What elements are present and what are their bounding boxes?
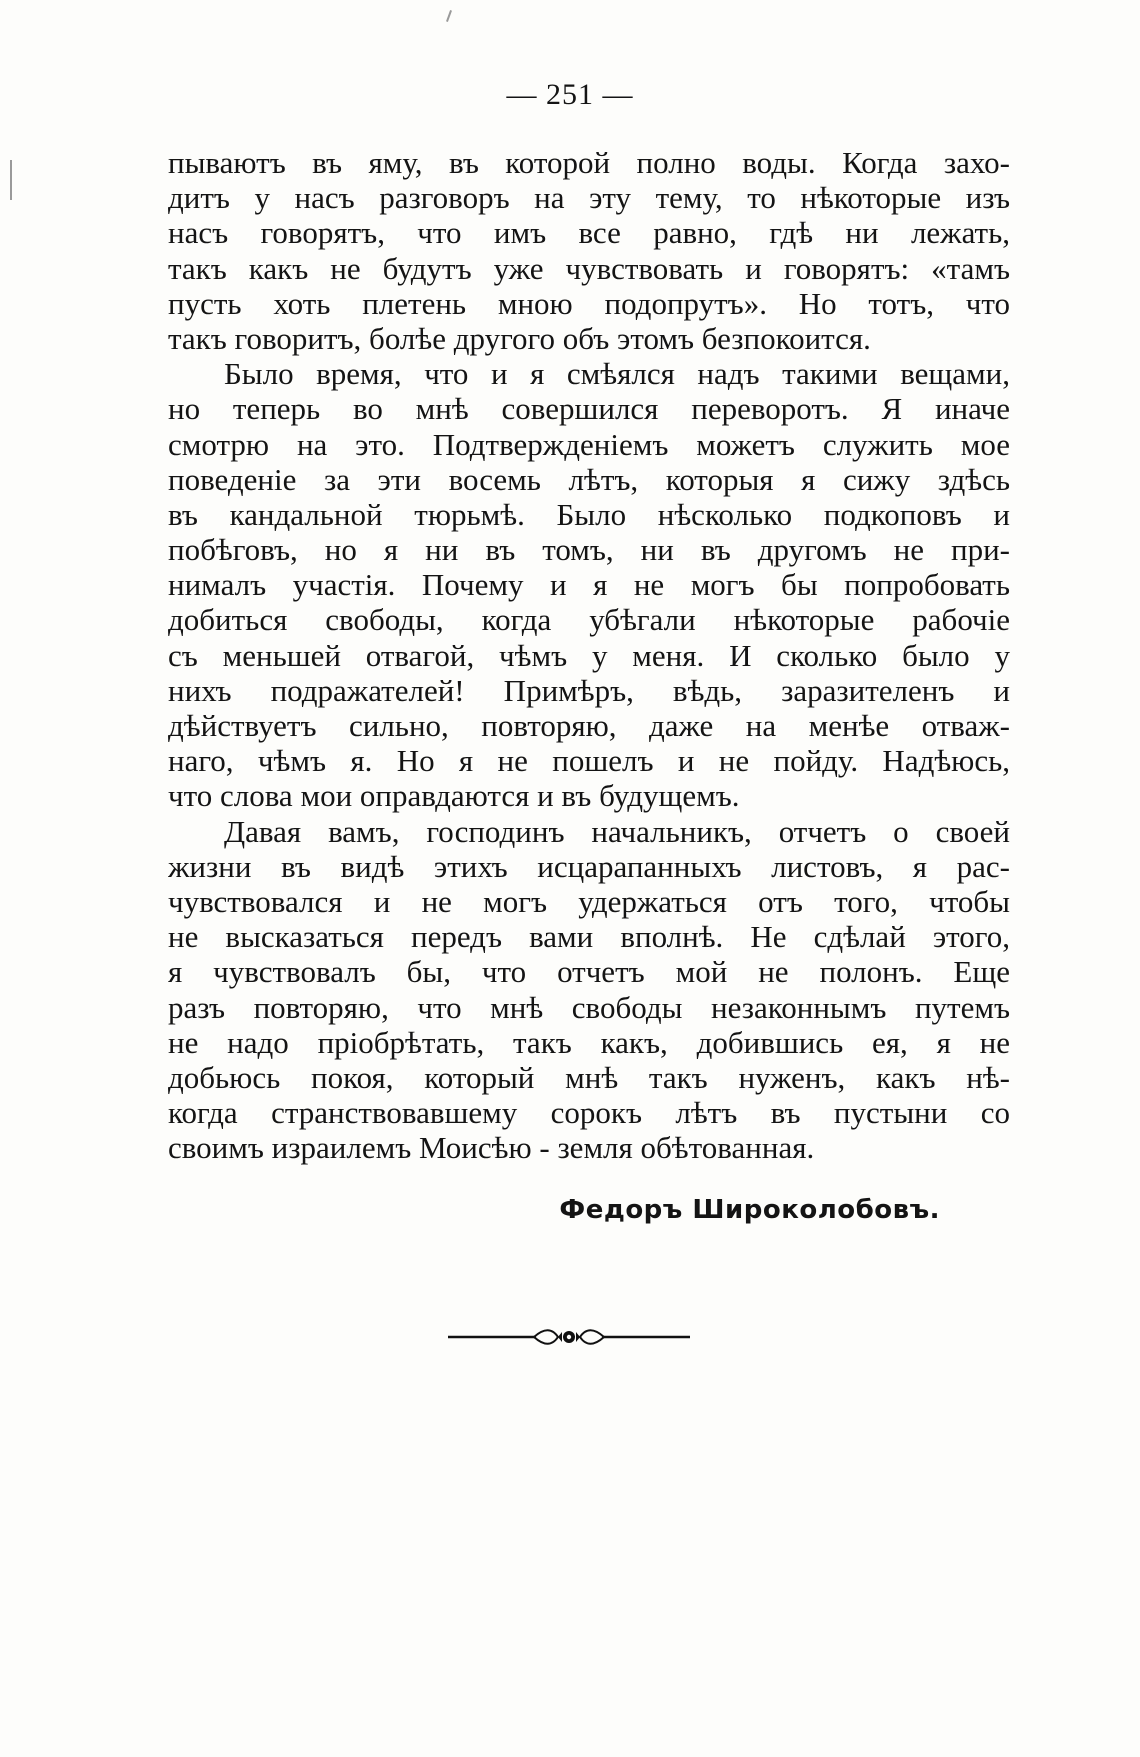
text-line: Было время, что и я смѣялся надъ такими вещами,	[224, 356, 1010, 392]
text-line: добьюсь покоя, который мнѣ такъ нуженъ, какъ нѣ-	[168, 1059, 1010, 1095]
text-line: пусть хоть плетень мною подопрутъ». Но тотъ, что	[168, 285, 1010, 321]
text-line: такъ говоритъ, болѣе другого объ этомъ безпокоится.	[168, 320, 871, 356]
text-line: разъ повторяю, что мнѣ свободы незаконнымъ путемъ	[168, 989, 1010, 1025]
text-line: что слова мои оправдаются и въ будущемъ.	[168, 778, 740, 814]
paragraph-2	[168, 356, 1010, 813]
text-line: насъ говорятъ, что имъ все равно, гдѣ ни лежать,	[168, 215, 1010, 251]
text-line: Давая вамъ, господинъ начальникъ, отчетъ о своей	[224, 813, 1010, 849]
text-line: поведеніе за эти восемь лѣтъ, которыя я сижу здѣсь	[168, 461, 1010, 497]
text-line: добиться свободы, когда убѣгали нѣкоторые рабочіе	[168, 602, 1010, 638]
scan-mark	[10, 160, 12, 200]
text-line: побѣговъ, но я ни въ томъ, ни въ другомъ не при-	[168, 532, 1010, 568]
text-line: нихъ подражателей! Примѣръ, вѣдь, заразителенъ и	[168, 672, 1010, 708]
text-line: своимъ израилемъ Моисѣю - земля обѣтованная.	[168, 1130, 815, 1166]
page-number: — 251 —	[506, 78, 634, 111]
decorative-rule-icon	[448, 1320, 690, 1354]
text-line: смотрю на это. Подтвержденіемъ можетъ служить мое	[168, 426, 1010, 462]
text-line: когда странствовавшему сорокъ лѣтъ въ пустыни со	[168, 1095, 1010, 1131]
text-line: пываютъ въ яму, въ которой полно воды. Когда захо-	[168, 145, 1010, 180]
text-line: чувствовался и не могъ удержаться отъ того, чтобы	[168, 883, 1010, 919]
text-line: съ меньшей отвагой, чѣмъ у меня. И сколько было у	[168, 637, 1010, 673]
signature: Федоръ Широколобовъ.	[559, 1195, 940, 1225]
text-line: но теперь во мнѣ совершился переворотъ. Я иначе	[168, 391, 1010, 427]
text-line: такъ какъ не будутъ уже чувствовать и говорятъ: «тамъ	[168, 250, 1010, 286]
text-line: наго, чѣмъ я. Но я не пошелъ и не пойду. Надѣюсь,	[168, 743, 1010, 779]
text-line: нималъ участія. Почему и я не могъ бы попробовать	[168, 567, 1010, 603]
body-text	[168, 145, 1010, 1165]
text-line: дитъ у насъ разговоръ на эту тему, то нѣкоторые изъ	[168, 180, 1010, 216]
scan-mark	[446, 10, 452, 22]
paragraph-3	[168, 814, 1010, 1166]
text-line: жизни въ видѣ этихъ исцарапанныхъ листовъ, я рас-	[168, 848, 1010, 884]
text-line: не высказаться передъ вами вполнѣ. Не сдѣлай этого,	[168, 919, 1010, 955]
paragraph-1	[168, 145, 1010, 356]
text-line: я чувствовалъ бы, что отчетъ мой не полонъ. Еще	[168, 954, 1010, 990]
text-line: не надо пріобрѣтать, такъ какъ, добившись ея, я не	[168, 1024, 1010, 1060]
text-line: дѣйствуетъ сильно, повторяю, даже на менѣе отваж-	[168, 708, 1010, 743]
text-line: въ кандальной тюрьмѣ. Было нѣсколько подкоповъ и	[168, 496, 1010, 532]
